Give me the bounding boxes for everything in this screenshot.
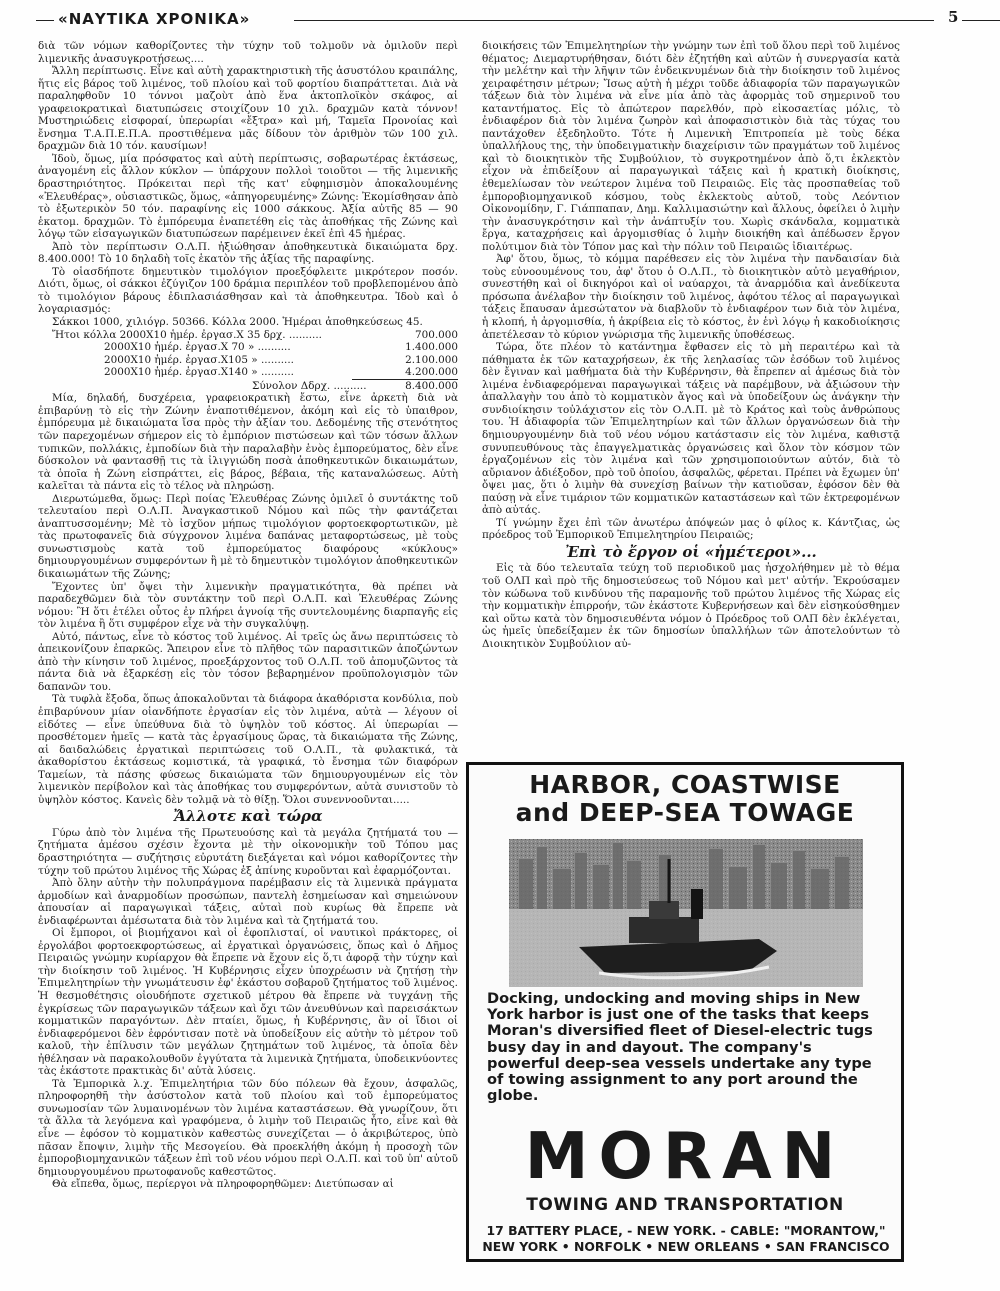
paragraph: Τί γνώμην ἔχει ἐπὶ τῶν ἀνωτέρω ἀπόψεών μας ὁ φίλος κ. Κάντζιας, ὡς πρόεδρος τοῦ Ἐμπορικοῦ Ἐπιμελητηρίου Πειραιῶς; [482,516,900,542]
address-line: 17 BATTERY PLACE, - NEW YORK. - CABLE: "MORANTOW," [486,1223,886,1238]
paragraph: Μία, δηλαδή, δυσχέρεια, γραφειοκρατικὴ ἔστω, εἶνε ἀρκετὴ διὰ νὰ ἐπιβαρύνῃ τὸ εἰς τὴν Ζώνην ἐναποτιθέμενον, ἀκόμη καὶ εἰς τὸ ὑπαιθρον, ἐμπόρευμα μὲ δικαιώματα ἴσα πρὸς τὴν ἀξίαν του. Δεδομένης τῆς στενότητος τῶν παρεχομένων σήμερον εἰς τὸ ἐμπόριον πιστώσεων καὶ τῶν τόσων ἄλλων τυπικῶν, πολλάκις, ἐμποδίων διὰ τὴν παραλαβὴν ἑνὸς ἐμπορεύματος, δὲν εἶνε δύσκολον νὰ φαντασθῇ τις τὰ ἰλιγγιώδη ποσὰ ἀποθηκευτικῶν δικαιωμάτων, τὰ ὁποῖα ἡ Ζώνη εἰσπράττει, εἰς βάρος, βέβαια, τῆς καταναλώσεως. Αὐτὴ καλεῖται τὰ πάντα εἰς τὸ τέλος νὰ πληρώσῃ. [38,392,458,493]
magazine-title: «ΝΑΥΤΙΚΑ ΧΡΟΝΙΚΑ» [58,10,251,28]
paragraph: Ἀφ' ὅτου, ὅμως, τὸ κόμμα παρέθεσεν εἰς τὸν λιμένα τὴν πανδαισίαν διὰ τοὺς εὐνοουμένους του, ἀφ' ὅτου ὁ Ο.Λ.Π., τὸ διοικητικὸν αὐτὸ μεγαθήριον, συνεστήθη καὶ οἱ δικηγόροι καὶ οἱ ναύαρχοι, τὰ ἀναρμόδια καὶ ἀνεδίκευτα πρόσωπα ἀνέλαβον τὴν διοίκησιν τοῦ λιμένος, ἀφότου τέλος αἱ παραγωγικαὶ τάξεις ἔπαυσαν ἀμεσώτατον νὰ διαβλοῦν τὸ ἐνδιαφέρον των διὰ τὸν λιμένα, ἡ κλοπή, ἡ ἀργομισθία, ἡ ἀκρίβεια εἰς τὸ κόστος, ἐν ἑνὶ λόγῳ ἡ κακοδιοίκησις ἀπετέλεσαν τὸ κύριον γνώρισμα τῆς λιμενικῆς ὑποθέσεως. [482,253,900,341]
ad-body-text: Docking, undocking and moving ships in New York harbor is just one of the tasks that keeps Moran's diversified fleet of Diesel-electric tugs busy day in and dayout. The company's powerful deep-sea vessels undertake any type of towing assignment to any port around the globe. [487,990,873,1105]
moran-advertisement [466,762,904,1262]
paragraph: Γύρω ἀπὸ τὸν λιμένα τῆς Πρωτευούσης καὶ τὰ μεγάλα ζητήματά του — ζητήματα ἀμέσου σχέσιν ἔχοντα μὲ τὴν οἰκονομικὴν τοῦ Τόπου μας δραστηριότητα — συζήτησις εὐρυτάτη διεξάγεται καὶ νόμοι καθορίζοντες τὴν τύχην τοῦ πρώτου λιμένος τῆς Χώρας ἐξ ἀπίνης κυροῦνται καὶ ἐφαρμόζονται. [38,826,458,877]
ad-headline-line: and DEEP-SEA TOWAGE [515,798,855,827]
paragraph: Τὰ Ἐμπορικὰ λ.χ. Ἐπιμελητήρια τῶν δύο πόλεων θὰ ἔχουν, ἀσφαλῶς, πληροφορηθῆ τὴν ἀσύστολον κατὰ τοῦ πλοίου καὶ τοῦ ἐμπορεύματος συνωμοσίαν τῶν λυμαινομένων τὸν λιμένα καταστάσεων. Θὰ γνωρίζουν, ὅτι τὰ ἄλλα τὰ λεγόμενα καὶ γραφόμενα, ὁ λιμὴν τοῦ Πειραιῶς ἦτο, εἶνε καὶ θὰ εἶνε — ἐφόσον τὸ κομματικὸν καθεστὼς συνεχίζεται — ὁ ἀκριβώτερος, ὑπὸ πᾶσαν ἔποψιν, λιμὴν τῆς Μεσογείου. Θὰ προεκλήθη ἀκόμη ἡ προσοχὴ τῶν ἐμποροβιομηχανικῶν τάξεων ἐπὶ τοῦ νέου νόμου περὶ Ο.Λ.Π. καὶ τοῦ ὑπ' αὐτοῦ δημιουργουμένου πρωτοφανοῦς καθεστῶτος. [38,1077,458,1178]
account-row [52,354,458,367]
paragraph: Τὸ οἱασδήποτε δημευτικὸν τιμολόγιον προεξόφλειτε μικρότερον ποσόν. Διότι, ὅμως, οἱ σάκκοι ἐζύγιζον 100 δράμια περιπλέον τοῦ προβλεπομένου ἀπὸ τὸ τιμολόγιον βάρους ἐδιπλασιάσθησαν καὶ τὰ ἀποθηκευτρα. Ἰδοὺ καὶ ὁ λογαριασμός: [38,265,458,316]
account-total-row [52,380,458,393]
paragraph: Ἄλλη περίπτωσις. Εἶνε καὶ αὐτὴ χαρακτηριστικὴ τῆς ἀσυστόλου κραιπάλης, ἥτις εἰς βάρος τοῦ λιμένος, τοῦ πλοίου καὶ τοῦ φορτίου διαπράττεται. Διὰ νὰ παραληφθοῦν 10 τόννοι μαζοὺτ ἀπὸ ἕνα ἀκτοπλοϊκὸν σκάφος, αἱ γραφειοκρατικαὶ διατυπώσεις στοιχίζουν 10 χιλ. δραχμῶν κατὰ τόννον! Μυστηριώδεις εἰσφοραί, ὑπερωρίαι «ἔξτρα» καὶ μή, Ταμεῖα Προνοίας καὶ ἔνσημα Τ.Α.Π.Ε.Π.Α. προστιθέμενα μᾶς δίδουν τὸν ἀριθμὸν τῶν 100 χιλ. δραχμῶν διὰ 10 τόν. καυσίμων! [38,65,458,153]
account-row [52,329,458,342]
paragraph: Ἰδοὺ, ὅμως, μία πρόσφατος καὶ αὐτὴ περίπτωσις, σοβαρωτέρας ἐκτάσεως, ἀναγομένη εἰς ἄλλον κύκλον — ὑπάρχουν πολλοὶ τοιοῦτοι — τῆς λιμενικῆς δραστηριότητος. Πρόκειται περὶ τῆς κατ' εὐφημισμὸν ἀποκαλουμένης «Ἐλευθέρας», οὐσιαστικῶς, ὅμως, «ἀπηγορευμένης» Ζώνης: Ἐκομίσθησαν ἀπὸ τὸ ἐξωτερικὸν 50 τόν. παραφίνης εἰς 1000 σάκκους. Ἀξία αὐτῆς 85 — 90 ἑκατομ. δραχμῶν. Τὸ ἐμπόρευμα ἐναπετέθη εἰς τὰς ἀποθήκας τῆς Ζώνης καὶ λόγῳ τῶν εἰσαγωγικῶν διατυπώσεων παρέμεινεν ἐκεῖ ἐπὶ 45 ἡμέρας. [38,152,458,241]
account-total-label: Σύνολον Δδρχ. .......... [252,379,367,392]
account-row [52,366,458,379]
account-row-amount: 700.000 [415,328,458,341]
paragraph: Εἰς τὰ δύο τελευταῖα τεύχη τοῦ περιοδικοῦ μας ἠσχολήθημεν μὲ τὸ θέμα τοῦ ΟΛΠ καὶ πρὸ τῆς δημοσιεύσεως τοῦ Νόμου καὶ μετ' αὐτήν. Ἐκρούσαμεν τὸν κώδωνα τοῦ κινδύνου τῆς παραμονῆς τοῦ πρώτου λιμένος τῆς Χώρας εἰς τὴν κομματικὴν ἐπιρροήν, τῶν ἑκάστοτε Κυβερνήσεων καὶ δὲν εἰσηκούσθημεν καὶ οὕτω κατὰ τὸν δημοσιευθέντα νόμον ὁ Πρόεδρος τοῦ ΟΛΠ δὲν ἐκλέγεται, ὡς ἡμεῖς ὑπεδείξαμεν ἐκ τῶν δημοσίων ὑπαλλήλων τῶν ἀποτελούντων τὸ Διοικητικὸν Συμβούλιον αὐ- [482,562,900,650]
ad-headline-line: HARBOR, COASTWISE [529,770,841,799]
page-header [36,8,966,32]
account-row-amount: 4.200.000 [405,366,458,379]
header-rule-right [962,20,1000,21]
account-total-amount: 8.400.000 [405,379,458,392]
left-column [38,40,458,1191]
brand-logo: MORAN [524,1120,846,1194]
right-column [482,40,900,650]
header-rule [294,20,934,21]
ad-headline [469,771,901,827]
paragraph: Οἱ ἔμποροι, οἱ βιομήχανοι καὶ οἱ ἐφοπλισταί, οἱ ναυτικοὶ πράκτορες, οἱ ἐργολάβοι φορτοεκφορτώσεως, αἱ ἐργατικαὶ ὀργανώσεις, ὅπως καὶ ὁ Δῆμος Πειραιῶς γνώμην κυρίαρχον θὰ ἔπρεπε νὰ ἔχουν εἰς ὅ,τι ἀφορᾷ τὴν τύχην καὶ τὴν διοίκησιν τοῦ λιμένος. Ἡ Κυβέρνησις εἶχεν ὑποχρέωσιν νὰ ζητήσῃ τὴν Ἐπιμελητηρίων τὴν γνωμάτευσιν ἐφ' ἑκάστου σοβαροῦ ζητήματος τοῦ λιμένος. Ἡ θεσμοθέτησις οἱουδήποτε σχετικοῦ μέτρου θὰ ἔπρεπε νὰ τυγχάνῃ τῆς ἐγκρίσεως τῶν παραγωγικῶν τάξεων καὶ ὄχι τῶν ἀνευθύνων καὶ παρεισάκτων κομματικῶν παραγόντων. Δὲν πταίει, ὅμως, ἡ Κυβέρνησις, ἂν οἱ ἴδιοι οἱ ἐνδιαφερόμενοι δὲν ἐφρόντισαν ποτὲ νὰ ὑποδείξουν εἰς αὐτὴν τὸ μέτρον τοῦ καλοῦ, τὴν ἐπίλυσιν τῶν μεγάλων ζητημάτων τοῦ λιμένος, τὰ ὁποῖα δὲν ἠθέλησαν νὰ παρακολουθοῦν ἐγγύτατα τὰ λιμενικὰ ζητήματα, ὑποδεικνύοντες τὰς ἑκάστοτε πρακτικὰς δι' αὐτὰ λύσεις. [38,927,458,1078]
page-number: 5 [948,8,959,26]
account-intro: Σάκκοι 1000, χιλιόγρ. 50366. Κόλλα 2000. Ἡμέραι ἀποθηκεύσεως 45. [52,316,423,329]
account-row-amount: 2.100.000 [405,353,458,366]
paragraph: Αὐτό, πάντως, εἶνε τὸ κόστος τοῦ λιμένος. Αἱ τρεῖς ὡς ἄνω περιπτώσεις τὸ ἀπεικονίζουν ἐπαρκῶς. Ἄπειρον εἶνε τὸ πλῆθος τῶν παρασιτικῶν ἀποζώντων ἀπὸ τὴν κίνησιν τοῦ λιμένος, προεξάρχοντος τοῦ Ο.Λ.Π. τοῦ ἀπομυζῶντος τὰ πάντα διὰ νὰ ἐξαρκέσῃ εἰς τὸν τόσον βεβαρημένον προϋπολογισμὸν τῶν δαπανῶν του. [38,630,458,693]
account-row [52,341,458,354]
tugboat-photo [509,839,863,987]
paragraph: Θὰ εἴπεθα, ὅμως, περίεργοι νὰ πληροφορηθῶμεν: Διετύπωσαν αἱ [52,1178,394,1191]
account-row-label: 2000Χ10 ἡμέρ. ἐργασ.Χ140 » .......... [104,366,294,379]
account-row-label: Ἤτοι κόλλα 2000Χ10 ἡμέρ. ἐργασ.Χ 35 δρχ. .......... [52,328,322,341]
address-line: NEW YORK • NORFOLK • NEW ORLEANS • SAN FRANCISCO [482,1238,890,1254]
section-heading: Ἐπὶ τὸ ἔργον οἱ «ἡμέτεροι»... [565,542,817,561]
paragraph: Τώρα, ὅτε πλέον τὸ κατάντημα ἔφθασεν εἰς τὸ μὴ περαιτέρω καὶ τὰ πάθηματα ἐκ τῶν καταχρήσεων, ἐκ τῆς λεηλασίας τῶν ἐσόδων τοῦ λιμένος δὲν ἔγιναν καὶ μαθήματα διὰ τὴν Κυβέρνησιν, θὰ ἔπρεπεν αἱ ἀμέσως διὰ τὸν λιμένα ἐνδιαφερόμεναι παραγωγικαὶ τάξεις νὰ παρέμβουν, νὰ ἀξιώσουν τὴν ἀπαλλαγὴν του ἀπὸ τὸ κομματικὸν ἄγος καὶ νὰ ὑποδείξουν ὡς ἀνάγκην τὴν συνδιοίκησιν τοὐλάχιστον εἰς τὸν Ο.Λ.Π. μὲ τὸ Κράτος καὶ τοὺς ἀνθρώπους του. Ἡ ἀδιαφορία τῶν Ἐπιμελητηρίων καὶ τῶν ἄλλων ὀργανώσεων διὰ τὴν δημιουργουμένην διὰ τοῦ νέου νόμου κατάστασιν εἰς τὸν λιμένα, καθιστᾷ συνυπευθύνους τὰς ἐπαγγελματικὰς ὀργανώσεις καὶ ὅλον τὸν κόσμον τῶν ἐργαζομένων εἰς τὸν λιμένα καὶ τῶν χρησιμοποιούντων αὐτόν, διὰ τὸ αὔριανον ἀδιέξοδον, πρὸ τοῦ ὁποίου, ἀσφαλῶς, φέρεται. Πρέπει νὰ ἔχωμεν ὑπ' ὄψει μας, ὅτι ὁ λιμὴν θὰ συνεχίσῃ βαίνων τὴν κατιοῦσαν, ἐφόσον δὲν θὰ παύσῃ νὰ εἶνε τιμάριον τῶν κομματικῶν καταστάσεων καὶ τῶν ἐκτρεφομένων ἀπὸ αὐτάς. [482,341,900,517]
company-address [481,1223,891,1254]
account-statement [52,316,458,392]
header-rule-left [36,20,54,21]
paragraph: Ἔχοντες ὑπ' ὄψει τὴν λιμενικὴν πραγματικότητα, θὰ πρέπει νὰ παραδεχθῶμεν διὰ τὸν συντάκτην τοῦ περὶ Ο.Λ.Π. καὶ Ἐλευθέρας Ζώνης νόμου: Ἢ ὅτι ἐτέλει οὗτος ἐν πλήρει ἀγνοίᾳ τῆς συντελουμένης διαρπαγῆς εἰς τὸν λιμένα ἢ ὅτι συμφέρον εἶχε νὰ τὴν συγκαλύψῃ. [38,580,458,631]
account-row-amount: 1.400.000 [405,341,458,354]
paragraph: Τὰ τυφλὰ ἔξοδα, ὅπως ἀποκαλοῦνται τὰ διάφορα ἀκαθόριστα κονδύλια, ποὺ ἐπιβαρύνουν μίαν οἱανδήποτε ἐργασίαν εἰς τὸν λιμένα, αὐτὰ — λέγουν οἱ εἰδότες — εἶνε ὑπεύθυνα διὰ τὸ ὑψηλὸν τοῦ κόστος. Αἱ ὑπερωρίαι — προσθέτομεν ἡμεῖς — κατὰ τὰς ἐργασίμους ὥρας, τὰ δικαιώματα τῆς Ζώνης, αἱ δαιδαλώδεις ἐργατικαὶ περιπτώσεις τοῦ Ο.Λ.Π., τὰ φυλακτικά, τὰ ἀκαθορίστου ἐκτάσεως κομιστικά, τὰ γραφικά, τὸ ἔνσημα τῶν διαφόρων Ταμείων, τὰ πάσης φύσεως δικαιώματα τῶν δημιουργουμένων εἰς τὸν λιμενικὸν περίβολον καὶ τὰς ἀποθήκας του συμφερόντων, αὐτὰ συνιστοῦν τὸ ὑψηλὸν κόστος. Κανεὶς δὲν τολμᾷ νὰ τὸ θίξῃ. Ὅλοι συνεννοοῦνται..... [38,693,458,806]
paragraph: διοικήσεις τῶν Ἐπιμελητηρίων τὴν γνώμην των ἐπὶ τοῦ ὅλου περὶ τοῦ λιμένος θέματος; Διεμαρτυρήθησαν, διότι δὲν ἐζητήθη καὶ αὐτῶν ἡ συνεργασία κατὰ τὴν μελέτην καὶ τὴν λῆψιν τῶν ἐνδεικνυμένων διὰ τὴν διοίκησιν τοῦ λιμένος χειραφέτησιν μέτρων; Ἴσως αὐτὴ ἡ μέχρι τοῦδε ἀδιαφορία τῶν παραγωγικῶν τάξεων διὰ τὸν λιμένα νὰ εἶνε μία ἀπὸ τὰς ἀφορμὰς τοῦ σημερινοῦ του καταντήματος. Εἰς τὸ ἀπώτερον παρελθόν, πρὸ εἰκοσαετίας μόλις, τὸ ἐνδιαφέρον διὰ τὸν λιμένα ζωηρὸν καὶ ἀποφασιστικὸν διὰ τὰς τύχας του παντάχοθεν ἐξεδηλοῦτο. Τότε ἡ Λιμενικὴ Ἐπιτροπεία μὲ τοὺς δέκα ὑπαλλήλους της, τὴν ὑποδειγματικὴν διαχείρισιν τῶν πραγμάτων τοῦ λιμένος καὶ τὸ διοικητικὸν τῆς Συμβούλιον, τὸ συγκροτημένον ἀπὸ ὅ,τι ἐκλεκτὸν εἶχον νὰ ἐπιδείξουν αἱ παραγωγικαὶ τάξεις καὶ ἡ κρατικὴ διοίκησις, ἐθεμελίωσαν τὸν νεώτερον λιμένα τοῦ Πειραιῶς. Εἰς τὰς προσπαθείας τοῦ ἐμποροβιομηχανικοῦ κόσμου, τοὺς ἐκλεκτοὺς αὐτοῦ, τοὺς Λεόντιον Οἰκονομίδην, Γ. Γιάππαπαν, Δημ. Καλλιμασιώτην καὶ ἄλλους, ὀφείλει ὁ λιμὴν τὴν ἀνασυγκρότησιν καὶ τὴν ἀνάπτυξίν του. Χωρὶς σκάνδαλα, κομματικὰ ἔργα, καταχρήσεις καὶ ἀργομισθίας ὁ λιμὴν διοικήθη καὶ ἀπέδωσεν ἔργον πολύτιμον διὰ τὸν Τόπον μας καὶ τὴν πόλιν τοῦ Πειραιῶς ἰδιαιτέρως. [482,40,900,253]
account-row-label: 2000Χ10 ἡμέρ. ἐργασ.Χ 70 » .......... [104,341,291,354]
paragraph: διὰ τῶν νόμων καθορίζοντες τὴν τύχην τοῦ τολμοῦν νὰ ὁμιλοῦν περὶ λιμενικῆς ἀνασυγκροτήσεως.... [38,40,458,65]
section-heading: Ἄλλοτε καὶ τώρα [173,807,323,826]
paragraph: Ἀπὸ τὸν περίπτωσιν Ο.Λ.Π. ἠξιώθησαν ἀποθηκευτικὰ δικαιώματα δρχ. 8.400.000! Τὸ 10 δηλαδὴ τοῖς ἑκατὸν τῆς ἀξίας τῆς παραφίνης. [38,240,458,266]
paragraph: Ἀπὸ ὅλην αὐτὴν τὴν πολυπράγμονα παρέμβασιν εἰς τὰ λιμενικὰ πράγματα ἁρμοδίων καὶ ἀναρμοδίων προσώπων, παντελὴ ἐσημείωσαν καὶ σημειώνουν ἀπουσίαν αἱ παραγωγικαὶ τάξεις, αὐταὶ ποὺ κυρίως θὰ ἔπρεπε νὰ ἐνδιαφέρωνται ἀμέσωτατα διὰ τὸν λιμένα καὶ τὰ ζητήματά του. [38,877,458,927]
brand-tagline: TOWING AND TRANSPORTATION [526,1195,844,1215]
paragraph: Διερωτώμεθα, ὅμως: Περὶ ποίας Ἐλευθέρας Ζώνης ὁμιλεῖ ὁ συντάκτης τοῦ τελευταίου περὶ Ο.Λ.Π. Ἀναγκαστικοῦ Νόμου καὶ πῶς τὴν φαντάζεται ἀναπτυσσομένην; Μὲ τὸ ἰσχῦον μήπως τιμολόγιον φορτοεκφορτωτικῶν, μὲ τὰς πρωτοφανεῖς διὰ σύγχρονον λιμένα δαπάνας μεταφορτώσεως, μὲ τοὺς συνωστισμοὺς κατὰ τοῦ ἐμπορεύματος διαφόρους «κύκλους» δημιουργουμένων συμφερόντων ἢ μὲ τὸ δημευτικὸν τιμολόγιον ἀποθηκευτικῶν δικαιωμάτων τῆς Ζώνης; [38,492,458,580]
account-row-label: 2000Χ10 ἡμέρ. ἐργασ.Χ105 » .......... [104,353,294,366]
